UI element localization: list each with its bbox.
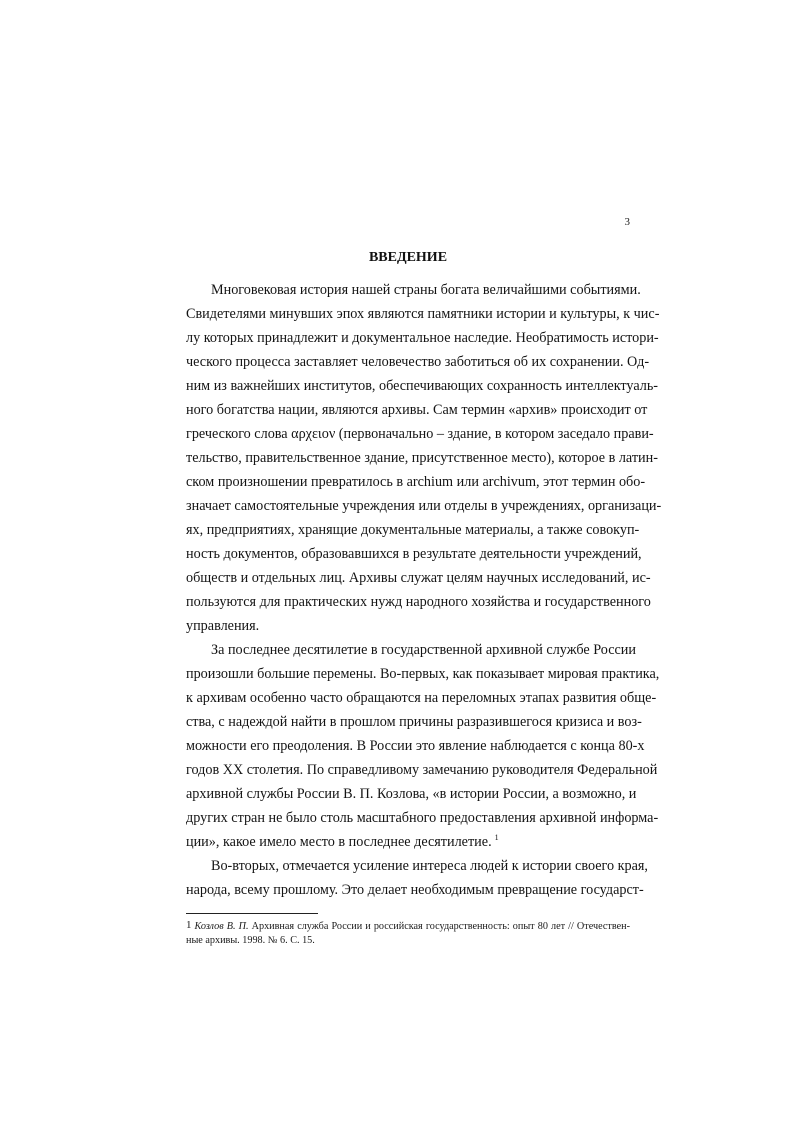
text-line: произошли большие перемены. Во-первых, как показывает мировая практика, [186,666,660,682]
text-line: пользуются для практических нужд народного хозяйства и государственного [186,594,651,610]
text-line: Во-вторых, отмечается усиление интереса людей к истории своего края, [211,858,648,874]
text-line: значает самостоятельные учреждения или отделы в учреждениях, организаци- [186,498,662,514]
text-line: ного богатства нации, являются архивы. Сам термин «архив» происходит от [186,402,648,418]
text-line: За последнее десятилетие в государственной архивной службе России [211,642,636,658]
text-line: Многовековая история нашей страны богата величайшими событиями. [211,282,641,298]
footnote-line-1 [186,918,630,933]
footnote-text: Архивная служба России и российская государственность: опыт 80 лет // Отечествен- [251,921,630,932]
section-title: ВВЕДЕНИЕ [368,250,448,265]
footnote-reference[interactable]: 1 [494,833,499,842]
text-line: к архивам особенно часто обращаются на переломных этапах развития обще- [186,690,657,706]
text-line-with-footnote [186,832,630,852]
footnote [186,918,630,948]
text-line: других стран не было столь масштабного предоставления архивной информа- [186,810,659,826]
text-line: ним из важнейших институтов, обеспечивающих сохранность интеллектуаль- [186,378,659,394]
text-line: греческого слова αρχειον (первоначально – здание, в котором заседало прави- [186,426,654,442]
text-line: ском произношении превратилось в archium или archivum, этот термин обо- [186,474,646,490]
text-line: ческого процесса заставляет человечество заботиться об их сохранении. Од- [186,354,650,370]
text-line: тельство, правительственное здание, присутственное место), которое в латин- [186,450,658,466]
text-line: народа, всему прошлому. Это делает необходимым превращение государст- [186,882,644,898]
text-line: ях, предприятиях, хранящие документальные материалы, а также совокуп- [186,522,640,538]
text-line: годов XX столетия. По справедливому замечанию руководителя Федеральной [186,762,658,778]
footnote-divider [186,913,318,914]
text-line: ства, с надеждой найти в прошлом причины разразившегося кризиса и воз- [186,714,642,730]
footnote-line-2: ные архивы. 1998. № 6. С. 15. [186,935,315,946]
text-line: можности его преодоления. В России это явление наблюдается с конца 80-х [186,738,645,754]
text-line: управления. [186,618,260,634]
text-line: ность документов, образовавшихся в результате деятельности учреждений, [186,546,642,562]
footnote-mark: 1 [186,919,192,931]
footnote-author: Козлов В. П. [194,921,249,932]
page-number: 3 [624,216,630,228]
text-line: обществ и отдельных лиц. Архивы служат целям научных исследований, ис- [186,570,651,586]
text-line: архивной службы России В. П. Козлова, «в истории России, а возможно, и [186,786,637,802]
text-line: Свидетелями минувших эпох являются памятники истории и культуры, к чис- [186,306,660,322]
text-line: ции», какое имело место в последнее десятилетие. [186,834,492,850]
text-line: лу которых принадлежит и документальное наследие. Необратимость истори- [186,330,659,346]
